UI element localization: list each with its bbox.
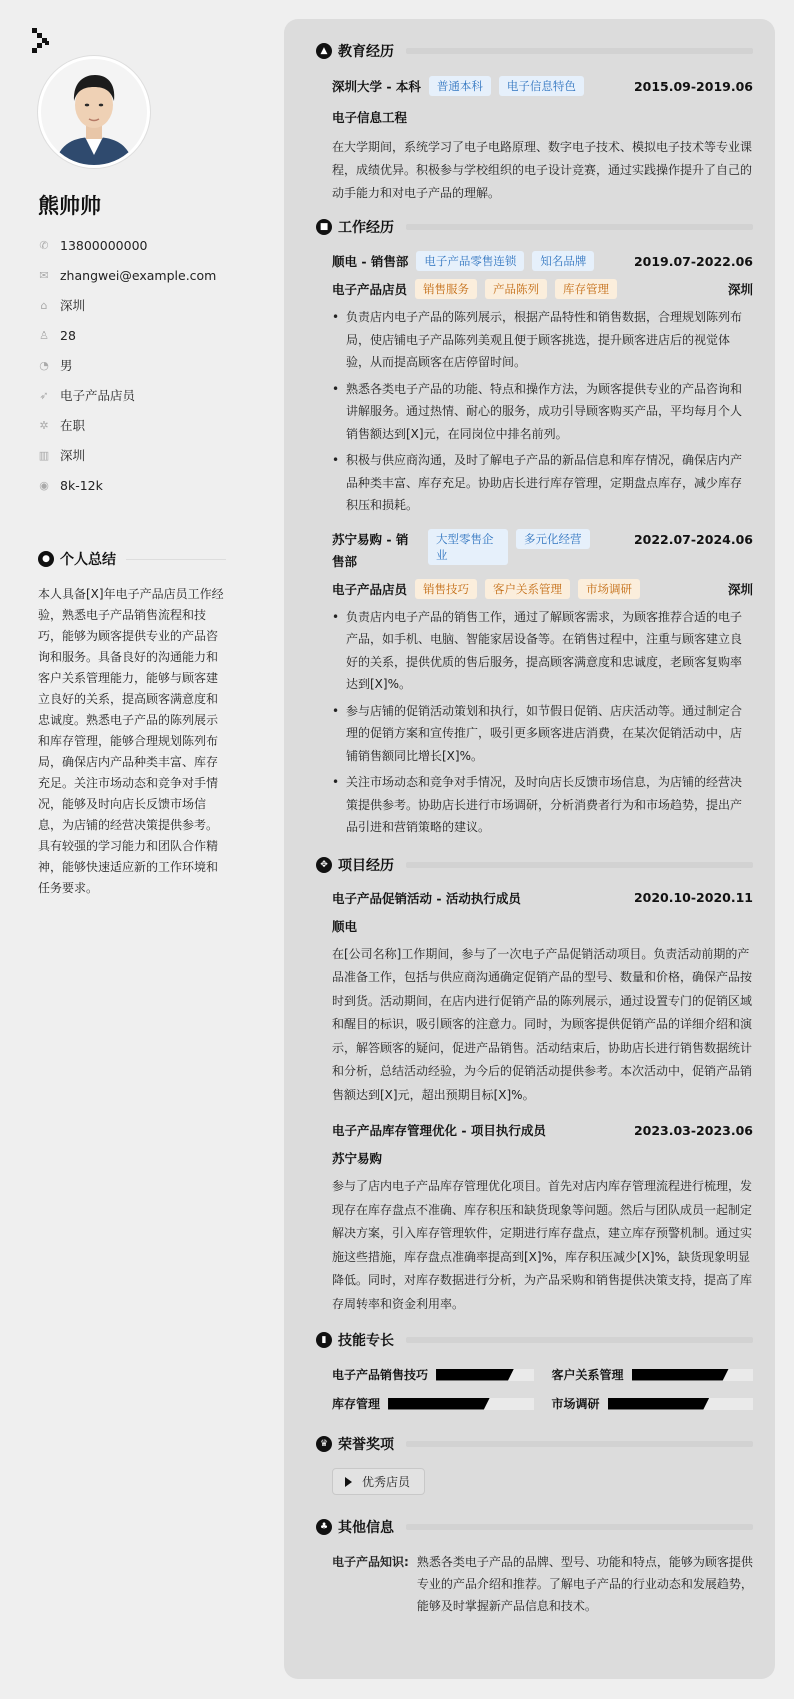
logo-icon <box>32 28 54 58</box>
divider <box>406 1441 753 1447</box>
job-row <box>332 251 753 271</box>
work-header <box>316 217 753 237</box>
summary-header <box>38 549 226 569</box>
play-icon <box>345 1477 352 1487</box>
skill-name: 客户关系管理 <box>551 1368 624 1382</box>
other-header <box>316 1517 753 1537</box>
company-tag: 大型零售企业 <box>428 529 508 565</box>
skill-bar <box>388 1398 533 1410</box>
divider <box>406 224 753 230</box>
skill-bar-fill <box>436 1369 514 1381</box>
work-title: 工作经历 <box>338 220 394 236</box>
contact-info-list <box>38 230 248 500</box>
project-name: 电子产品库存管理优化 - 项目执行成员 <box>332 1123 546 1138</box>
role-row <box>332 579 753 599</box>
education-title: 教育经历 <box>338 44 394 60</box>
skill-bar-fill <box>388 1398 490 1410</box>
briefcase-icon: ■ <box>316 219 332 235</box>
info-item <box>38 410 248 440</box>
company-tag: 电子产品零售连锁 <box>416 251 524 271</box>
awards-list <box>332 1468 753 1495</box>
info-text: 电子产品店员 <box>60 388 136 403</box>
role-tag: 客户关系管理 <box>485 579 570 599</box>
info-item <box>38 470 248 500</box>
education-tag: 电子信息特色 <box>499 76 584 96</box>
project-row <box>332 889 753 907</box>
education-tag: 普通本科 <box>429 76 491 96</box>
role-name: 电子产品店员 <box>332 282 408 297</box>
status-icon: ✲ <box>39 418 49 432</box>
home-icon: ⌂ <box>40 298 48 312</box>
info-text: 深圳 <box>60 448 86 463</box>
job-city: 深圳 <box>727 282 753 297</box>
salary-icon: ◉ <box>39 478 49 492</box>
info-item <box>38 230 248 260</box>
list-item: • 关注市场动态和竞争对手情况，及时向店长反馈市场信息，为店铺的经营决策提供参考。协助店长进行市场调研，分析消费者行为和市场趋势，提出产品引进和营销策略的建议。 <box>332 771 753 839</box>
info-text: 8k-12k <box>60 477 103 493</box>
skills-title: 技能专长 <box>338 1333 394 1349</box>
divider <box>406 1337 753 1343</box>
project-desc: 在[公司名称]工作期间，参与了一次电子产品促销活动项目。负责活动前期的产品准备工作，包括与供应商沟通确定促销产品的型号、数量和价格，确保产品按时到货。活动期间，在店内进行促销产品的陈列展示，通过设置专门的促销区域和醒目的标识，吸引顾客的注意力。同时，为顾客提供促销产品的详细介绍和演示，解答顾客的疑问，促进产品销售。活动结束后，协助店长进行销售数据统计和分析，总结活动经验，为今后的促销活动提供参考。本次活动中，促销产品销售额达到[X]元，超出预期目标[X]%。 <box>332 946 753 1102</box>
projects-title: 项目经历 <box>338 857 394 874</box>
skill-name: 库存管理 <box>332 1397 381 1411</box>
city-icon: ▥ <box>38 448 50 462</box>
role-row <box>332 279 753 299</box>
education-row <box>332 76 753 96</box>
skill-bar <box>608 1398 753 1410</box>
sidebar <box>0 0 270 1699</box>
summary-text: 本人具备[X]年电子产品店员工作经验，熟悉电子产品销售流程和技巧，能够为顾客提供专业的产品咨询和服务。具备良好的沟通能力和客户关系管理能力，能够与顾客建立良好的关系，提高顾客满意度和忠诚度。熟悉电子产品的陈列展示和库存管理，能够合理规划陈列布局，确保店内产品种类丰富、库存充足。关注市场动态和竞争对手情况，能够及时向店长反馈市场信息，为店铺的经营决策提供参考。具有较强的学习能力和团队合作精神，能够快速适应新的工作环境和任务要求。 <box>38 587 224 895</box>
awards-title: 荣誉奖项 <box>338 1437 394 1453</box>
skill-name: 电子产品销售技巧 <box>332 1368 429 1382</box>
main-panel <box>284 19 775 1679</box>
job-bullets <box>332 606 753 839</box>
award-label: 优秀店员 <box>362 1475 411 1489</box>
other-title: 其他信息 <box>338 1520 394 1536</box>
info-item <box>38 350 248 380</box>
skill-item <box>552 1366 754 1383</box>
role-tag: 销售服务 <box>415 279 477 299</box>
divider <box>406 862 753 868</box>
skill-bar-fill <box>632 1369 729 1381</box>
grid-icon: ✥ <box>316 857 332 873</box>
avatar-portrait <box>41 59 147 165</box>
list-item: • 积极与供应商沟通，及时了解电子产品的新品信息和库存情况，确保店内产品种类丰富、库存充足。协助店长进行库存管理，定期盘点库存，减少库存积压和损耗。 <box>332 449 753 517</box>
info-item <box>38 320 248 350</box>
list-item: • 参与店铺的促销活动策划和执行，如节假日促销、店庆活动等。通过制定合理的促销方案和宣传推广，吸引更多顾客进店消费，在某次促销活动中，店铺销售额同比增长[X]%。 <box>332 700 753 768</box>
skills-header <box>316 1330 753 1350</box>
project-name: 电子产品促销活动 - 活动执行成员 <box>332 890 521 906</box>
skills-grid <box>332 1366 753 1412</box>
info-item <box>38 260 248 290</box>
awards-header <box>316 1434 753 1454</box>
other-info-key: 电子产品知识: <box>332 1555 409 1569</box>
project-org: 苏宁易购 <box>332 1151 383 1166</box>
skill-item <box>332 1366 534 1383</box>
divider <box>126 559 226 560</box>
skill-bar <box>632 1369 753 1381</box>
project-date: 2020.10-2020.11 <box>633 890 753 905</box>
user-icon: ● <box>38 551 54 567</box>
job-row <box>332 529 753 573</box>
list-item: • 熟悉各类电子产品的功能、特点和操作方法，为顾客提供专业的产品咨询和讲解服务。通过热情、耐心的服务，成功引导顾客购买产品，平均每月个人销售额达到[X]元，在同岗位中排名前列。 <box>332 378 753 446</box>
info-text: zhangwei@example.com <box>60 267 217 283</box>
gender-icon: ◔ <box>39 358 49 372</box>
company-name: 苏宁易购 - 销售部 <box>332 531 409 569</box>
job-city: 深圳 <box>727 581 753 597</box>
skill-bar <box>436 1369 533 1381</box>
skill-item <box>552 1395 754 1412</box>
info-text: 深圳 <box>60 298 86 313</box>
company-tag: 知名品牌 <box>532 251 594 271</box>
project-desc: 参与了店内电子产品库存管理优化项目。首先对店内库存管理流程进行梳理，发现存在库存盘点不准确、库存积压和缺货现象等问题。然后与团队成员一起制定解决方案，引入库存管理软件，定期进行库存盘点，建立库存预警机制。通过实施这些措施，库存盘点准确率提高到[X]%，库存积压减少[X]%，缺货现象明显降低。同时，对库存数据进行分析，为产品采购和销售提供决策支持，提高了库存周转率和资金利用率。 <box>332 1179 753 1311</box>
mail-icon: ✉ <box>39 268 49 282</box>
info-item <box>38 290 248 320</box>
summary-title: 个人总结 <box>60 552 116 568</box>
project-row <box>332 1121 753 1139</box>
role-tag: 市场调研 <box>578 579 640 599</box>
project-org: 顺电 <box>332 918 358 934</box>
skill-name: 市场调研 <box>551 1397 600 1411</box>
education-desc: 在大学期间，系统学习了电子电路原理、数字电子技术、模拟电子技术等专业课程，成绩优异。积极参与学校组织的电子设计竞赛，通过实践操作提升了自己的动手能力和对电子产品的理解。 <box>332 140 753 200</box>
info-item <box>38 440 248 470</box>
project-date: 2023.03-2023.06 <box>633 1122 753 1138</box>
education-header <box>316 41 753 61</box>
avatar <box>38 56 150 168</box>
phone-icon: ✆ <box>39 238 49 252</box>
info-text: 在职 <box>60 418 86 433</box>
info-text: 28 <box>60 327 76 343</box>
role-tag: 库存管理 <box>555 279 617 299</box>
school-name: 深圳大学 - 本科 <box>332 79 421 94</box>
projects-header <box>316 855 753 875</box>
people-icon: ♣ <box>316 1519 332 1535</box>
company-tag: 多元化经营 <box>516 529 590 549</box>
role-tag: 产品陈列 <box>485 279 547 299</box>
candidate-name: 熊帅帅 <box>38 194 101 218</box>
age-icon: ♙ <box>39 328 49 342</box>
bar-chart-icon: ▮ <box>316 1332 332 1348</box>
graduation-cap-icon: ▲ <box>316 43 332 59</box>
role-tag: 销售技巧 <box>415 579 477 599</box>
info-text: 13800000000 <box>60 237 148 253</box>
list-item: • 负责店内电子产品的销售工作，通过了解顾客需求，为顾客推荐合适的电子产品，如手机、电脑、智能家居设备等。在销售过程中，注重与顾客建立良好的关系，提供优质的售后服务，提高顾客满意度和忠诚度，老顾客复购率达到[X]%。 <box>332 606 753 696</box>
role-name: 电子产品店员 <box>332 581 408 597</box>
list-item: • 负责店内电子产品的陈列展示，根据产品特性和销售数据，合理规划陈列布局，使店铺电子产品陈列美观且便于顾客挑选，提升顾客进店后的视觉体验，从而提高顾客在店停留时间。 <box>332 306 753 374</box>
position-icon: ➶ <box>39 388 49 402</box>
other-info-value: 熟悉各类电子产品的品牌、型号、功能和特点，能够为顾客提供专业的产品介绍和推荐。了解电子产品的行业动态和发展趋势，能够及时掌握新产品信息和技术。 <box>416 1555 753 1613</box>
award-chip <box>332 1468 425 1495</box>
other-info-row <box>332 1551 753 1617</box>
major: 电子信息工程 <box>332 110 408 125</box>
education-date: 2015.09-2019.06 <box>633 78 753 94</box>
trophy-icon: ♛ <box>316 1436 332 1452</box>
info-item <box>38 380 248 410</box>
divider <box>406 48 753 54</box>
skill-bar-fill <box>608 1398 710 1410</box>
skill-item <box>332 1395 534 1412</box>
job-bullets <box>332 306 753 517</box>
divider <box>406 1524 753 1530</box>
company-name: 顺电 - 销售部 <box>332 254 409 269</box>
job-date: 2022.07-2024.06 <box>633 531 753 547</box>
job-date: 2019.07-2022.06 <box>633 253 753 269</box>
info-text: 男 <box>60 358 73 373</box>
